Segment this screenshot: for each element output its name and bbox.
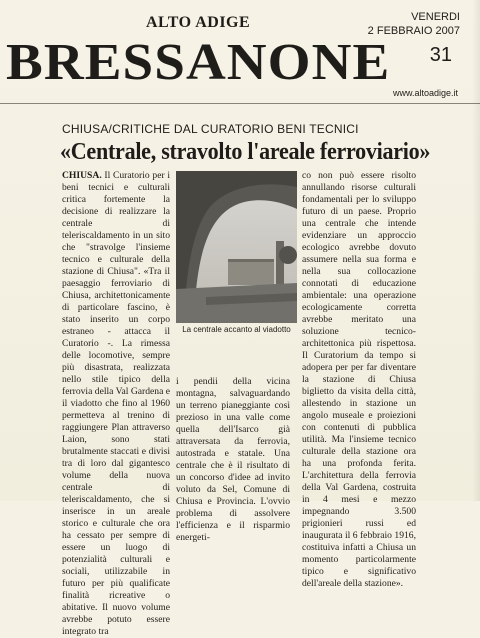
photo-caption: La centrale accanto al viadotto	[182, 325, 291, 334]
page-number: 31	[429, 44, 452, 66]
article-column-3: co non può essere risolto annullando risorse culturali fondamentali per lo sviluppo futuro di un paese. Proprio una centrale che intende evidenziare un approccio ecologico avrebbe dovuto assumere nella sua forma e nella sua collocazione connotati di educazione ambientale: una operazione ecologicamente corretta avrebbe meritato una soluzione tecnico-architettonica più rispettosa. Il Curatorium da tempo si adopera per per far diventare la stazione di Chiusa biglietto da visita della città, allestendo in stazione un angolo museale e proiezioni con contenuti di pubblica utilità. Ma l'insieme tecnico culturale della stazione ora ha una profonda ferita. L'architettura della ferrovia della Val Gardena, costruita in 4 mesi e mezzo impegnando 3.500 prigionieri russi ed inaugurata il 6 febbraio 1916, costituiva infatti a Chiusa un momento particolarmente tipico e significativo dell'areale della stazione».	[302, 170, 416, 589]
article-headline: «Centrale, stravolto l'areale ferroviario»	[60, 139, 431, 165]
column-1-text: Il Curatorio per i beni tecnici e culturali critica fortemente la decisione di realizzare la centrale di teleriscaldamento in un sito che "stravolge l'insieme tecnico e culturale della stazione di Chiusa". «Tra il paesaggio ferroviario di Chiusa, architettonicamente di particolare fascino, è stato inserito un corpo estraneo - attacca il Curatorio -. La rimessa delle locomotive, sempre più disastrata, realizzata nello stile tipico della ferrovia della Val Gardena e il viadotto che fino al 1960 permetteva al trenino di raggiungere Plan attraverso Laion, sono stati brutalmente staccati e divisi tra di loro dal gigantesco volume della nuova centrale di teleriscaldamento, che si inserisce in un areale storico e culturale che ora ha cessato per sempre di essere un luogo di potenzialità culturali e sociali, utilizzabile in futuro per più qualificate finalità ricreative o abitative. Il nuovo volume avrebbe potuto essere integrato tra	[62, 170, 170, 637]
newspaper-brand: ALTO ADIGE	[146, 14, 251, 31]
article-kicker: CHIUSA/CRITICHE DAL CURATORIO BENI TECNICI	[62, 122, 359, 136]
website-url: www.altoadige.it	[392, 88, 458, 98]
issue-weekday: VENERDI	[411, 11, 460, 23]
masthead-divider	[0, 103, 480, 104]
issue-day: 2 FEBBRAIO 2007	[367, 25, 460, 37]
article-dateline: CHIUSA.	[62, 170, 102, 181]
page-edge-shadow	[472, 0, 480, 501]
article-column-1	[62, 170, 170, 638]
viaduct-photo-illustration	[176, 171, 297, 323]
section-city-title: BRESSANONE	[6, 34, 391, 91]
article-column-2: i pendii della vicina montagna, salvaguardando un terreno pianeggiante così prezioso in una valle come quella dell'Isarco già attraversata da ferrovia, autostrada e statale. Una centrale che è il risultato di un concorso d'idee ad invito voluto da Sel, Comune di Chiusa e Provincia. L'ovvio problema di assolvere l'efficienza e il risparmio energeti-	[176, 376, 290, 543]
article-photo	[176, 171, 297, 323]
